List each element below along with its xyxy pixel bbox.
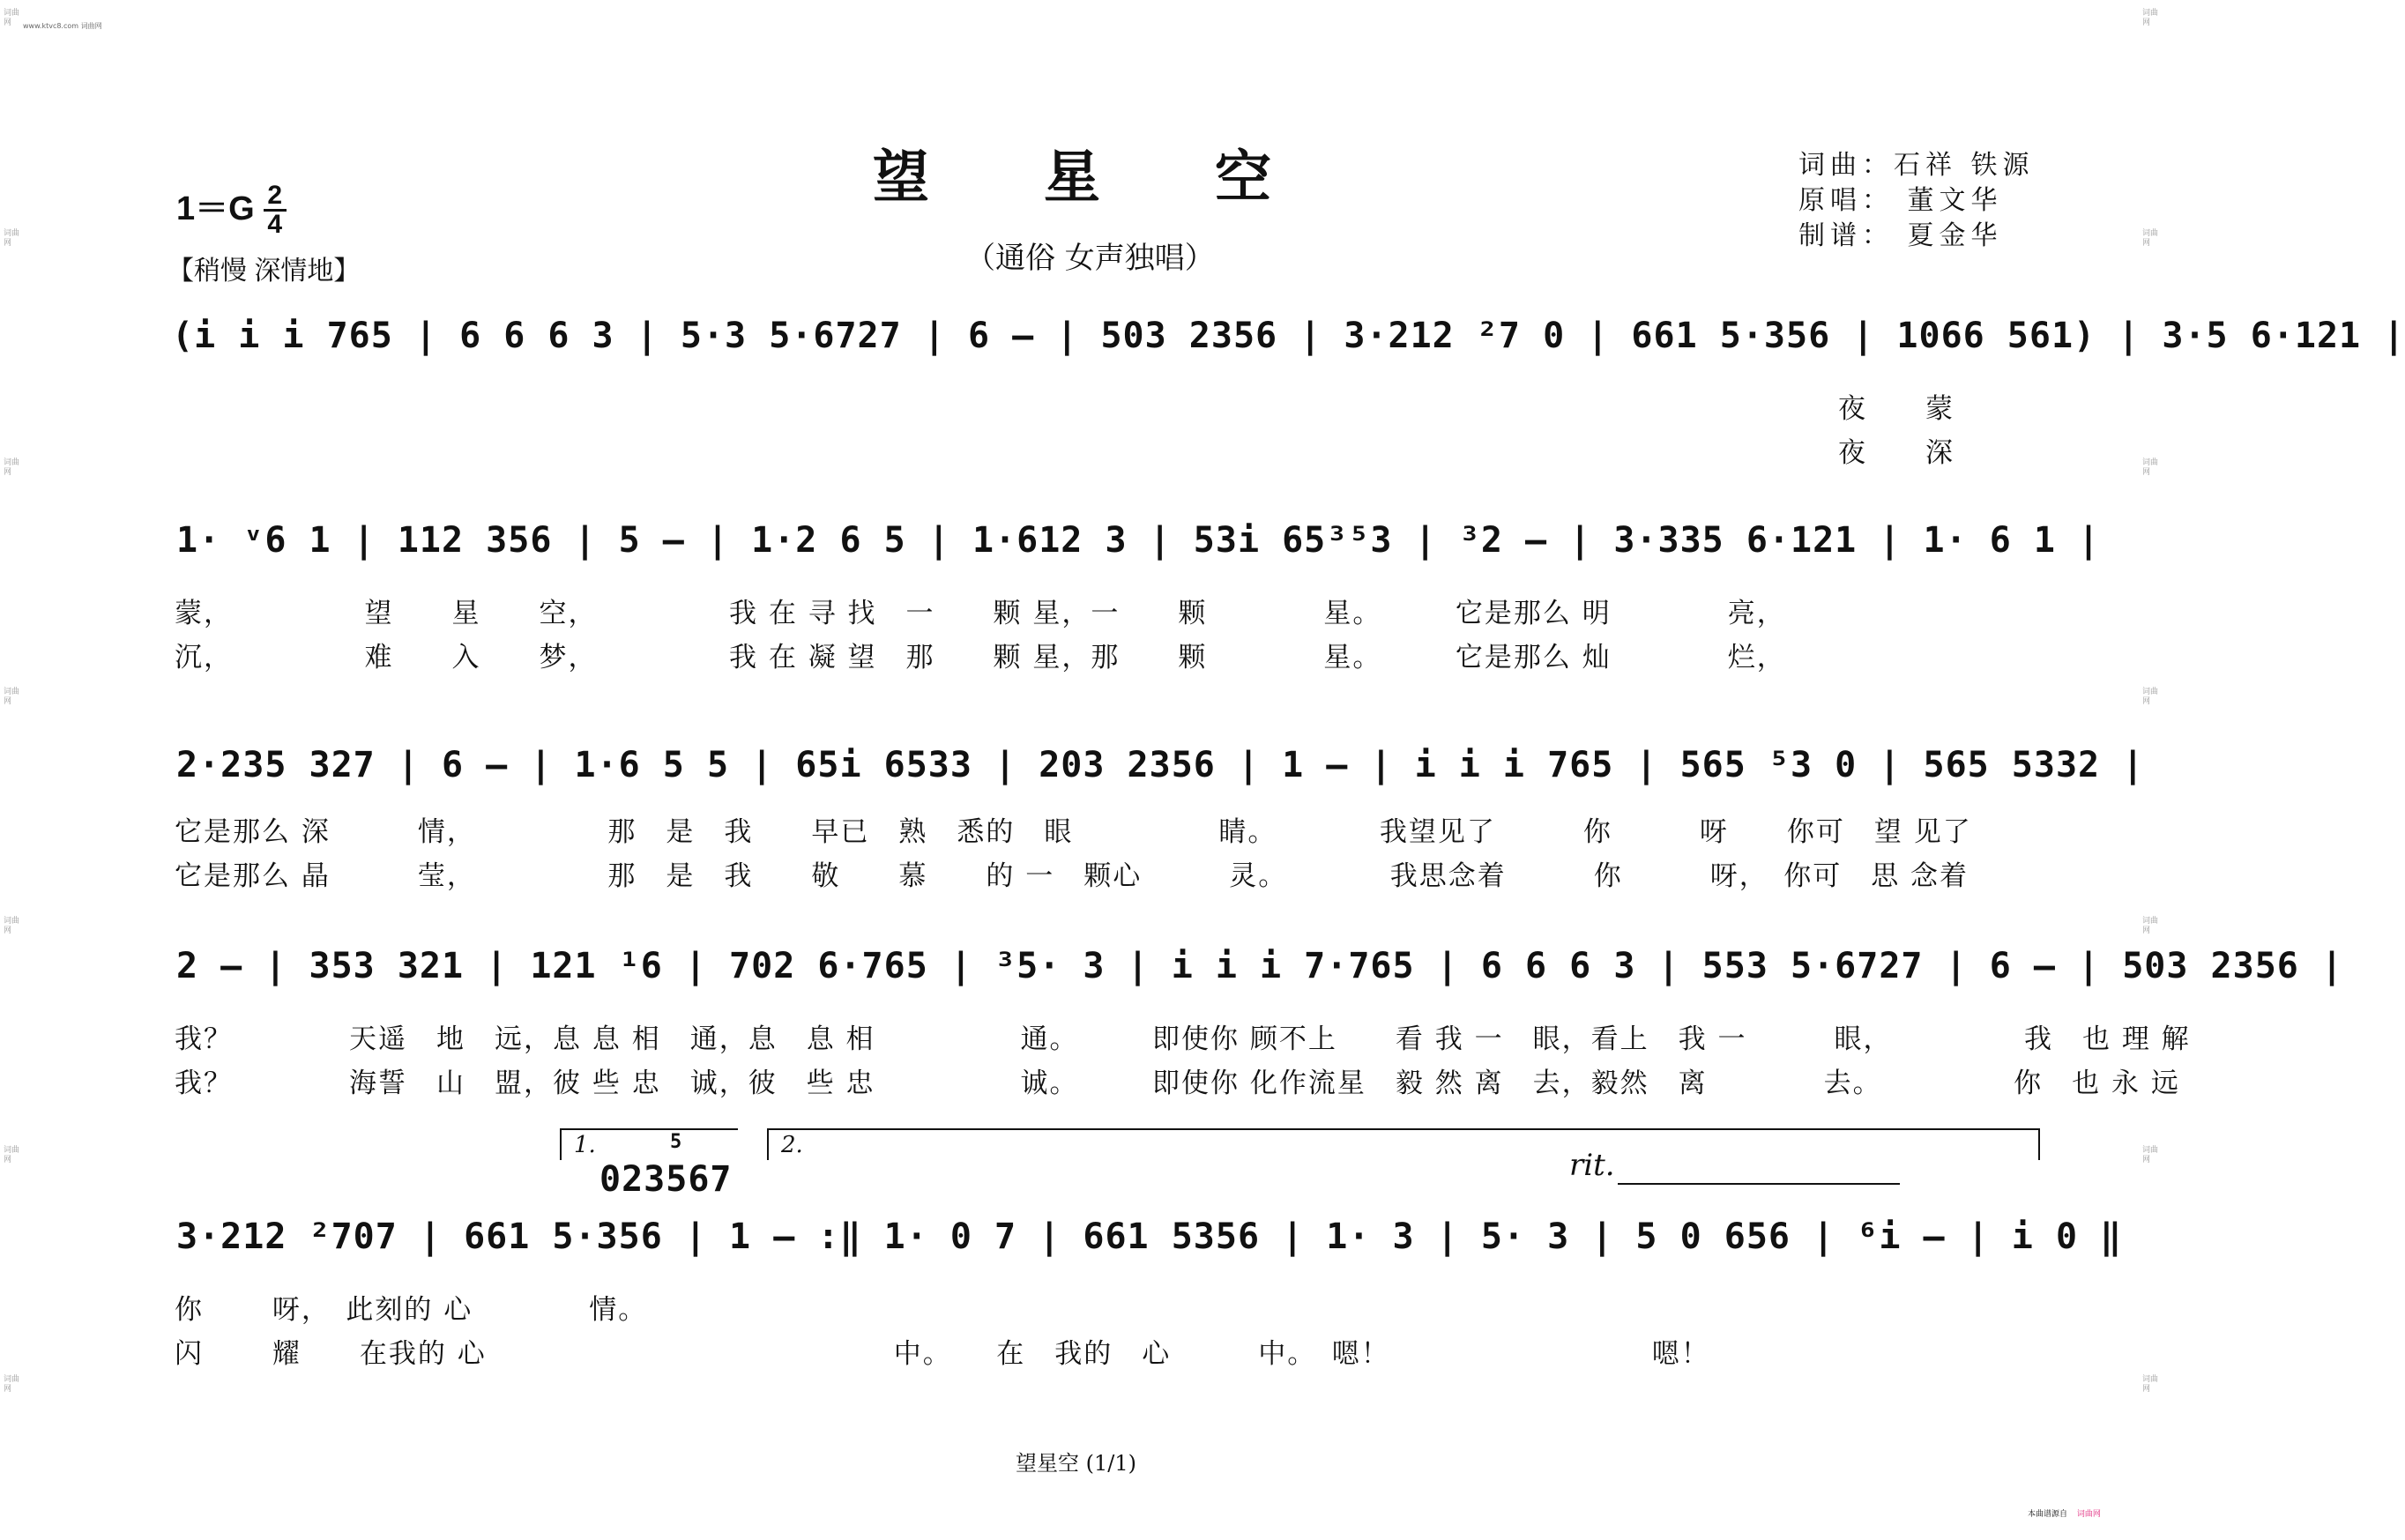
side-watermark-right-4: 词曲网 <box>2142 688 2159 706</box>
site-logo-right: 词曲网 <box>2076 1510 2101 1519</box>
site-logo-left: 本曲谱源自 <box>2028 1510 2068 1519</box>
time-top: 2 <box>267 181 283 211</box>
side-watermark-left-2: 词曲网 <box>4 229 20 248</box>
credit-original-singer: 原唱： 董文华 <box>1798 185 2003 216</box>
notation-row-1: (i i i 765 | 6 6 6 3 | 5·3 5·6727 | 6 – | 503 2356 | 3·212 ²7 0 | 661 5·356 | 1066 561) | 3·5 6·121 | <box>172 316 2405 356</box>
volta-first-label: 1. <box>574 1132 596 1158</box>
side-watermark-right-5: 词曲网 <box>2142 917 2159 935</box>
side-watermark-right-2: 词曲网 <box>2142 229 2159 248</box>
side-watermark-right-7: 词曲网 <box>2142 1375 2159 1394</box>
credit-transcriber: 制谱： 夏金华 <box>1798 220 2003 251</box>
lyrics-row-1-verse-2: 夜 深 <box>1838 437 1955 469</box>
time-bottom: 4 <box>267 210 283 240</box>
side-watermark-left-6: 词曲网 <box>4 1146 20 1164</box>
page-footer: 望星空 (1/1) <box>1016 1451 1136 1476</box>
lyrics-row-1-verse-1: 夜 蒙 <box>1838 393 1955 425</box>
credits <box>1798 148 2035 254</box>
lyrics-row-4-verse-1: 我？ 天遥 地 远，息 息 相 通，息 息 相 通。 即使你 顾不上 看 我 一 眼，看上 我 一 眼， 我 也 理 解 <box>175 1023 2191 1055</box>
notation-row-5: 3·212 ²707 | 661 5·356 | 1 – :‖ 1· 0 7 | 661 5356 | 1· 3 | 5· 3 | 5 0 656 | ⁶i – | i 0 ‖ <box>176 1216 2123 1257</box>
ritardando-mark: rit. <box>1569 1148 1615 1183</box>
notation-row-2: 1· ᵛ6 1 | 112 356 | 5 – | 1·2 6 5 | 1·612 3 | 53i 65³⁵3 | ³2 – | 3·335 6·121 | 1· 6 1 | <box>176 520 2101 561</box>
side-watermark-left: 词曲网 <box>4 9 20 27</box>
lyrics-row-3-verse-1: 它是那么 深 情， 那 是 我 早已 熟 悉的 眼 睛。 我望见了 你 呀 你可 望 见了 <box>175 816 1972 848</box>
tempo-marking: 【稍慢 深情地】 <box>168 257 361 286</box>
side-watermark-left-7: 词曲网 <box>4 1375 20 1394</box>
notation-row-3: 2·235 327 | 6 – | 1·6 5 5 | 65i 6533 | 203 2356 | 1 – | i i i 765 | 565 ⁵3 0 | 565 5332 | <box>176 745 2145 785</box>
volta-first-tuplet: 5 <box>670 1131 683 1153</box>
lyrics-row-2-verse-1: 蒙， 望 星 空， 我 在 寻 找 一 颗 星，一 颗 星。 它是那么 明 亮， <box>175 598 1786 629</box>
side-watermark-right-6: 词曲网 <box>2142 1146 2159 1164</box>
side-watermark-left-3: 词曲网 <box>4 458 20 477</box>
time-signature <box>264 182 287 238</box>
volta-second-label: 2. <box>781 1132 803 1158</box>
song-title: 望星空 <box>873 145 1386 211</box>
side-watermark-left-4: 词曲网 <box>4 688 20 706</box>
lyrics-row-3-verse-2: 它是那么 晶 莹， 那 是 我 敬 慕 的 一 颗心 灵。 我思念着 你 呀， 你可 思 念着 <box>175 860 1969 892</box>
side-watermark-right-3: 词曲网 <box>2142 458 2159 477</box>
lyrics-row-5-verse-2: 闪 耀 在我的 心 中。 在 我的 心 中。 嗯！ 嗯！ <box>175 1338 1710 1370</box>
key-signature <box>176 181 287 238</box>
volta-second-ending <box>767 1128 2040 1160</box>
site-logo <box>2028 1507 2101 1519</box>
key-label: 1＝G <box>176 190 255 227</box>
side-watermark-left-5: 词曲网 <box>4 917 20 935</box>
top-watermark: www.ktvc8.com 词曲网 <box>23 22 102 30</box>
notation-row-4: 2 – | 353 321 | 121 ¹6 | 702 6·765 | ³5· 3 | i i i 7·765 | 6 6 6 3 | 553 5·6727 | 6 – | 503 2356 | <box>176 946 2344 986</box>
ritardando-line <box>1618 1183 1900 1185</box>
credit-lyricist-composer: 词曲：石祥 铁源 <box>1798 150 2035 181</box>
volta-first-notes: 023567 <box>599 1159 733 1200</box>
lyrics-row-4-verse-2: 我？ 海誓 山 盟，彼 些 忠 诚，彼 些 忠 诚。 即使你 化作流星 毅 然 离 去，毅然 离 去。 你 也 永 远 <box>175 1068 2180 1099</box>
volta-first-ending <box>560 1128 738 1160</box>
lyrics-row-2-verse-2: 沉， 难 入 梦， 我 在 凝 望 那 颗 星，那 颗 星。 它是那么 灿 烂， <box>175 642 1786 673</box>
song-subtitle: （通俗 女声独唱） <box>965 241 1215 276</box>
side-watermark-right: 词曲网 <box>2142 9 2159 27</box>
lyrics-row-5-verse-1: 你 呀， 此刻的 心 情。 <box>175 1294 648 1326</box>
